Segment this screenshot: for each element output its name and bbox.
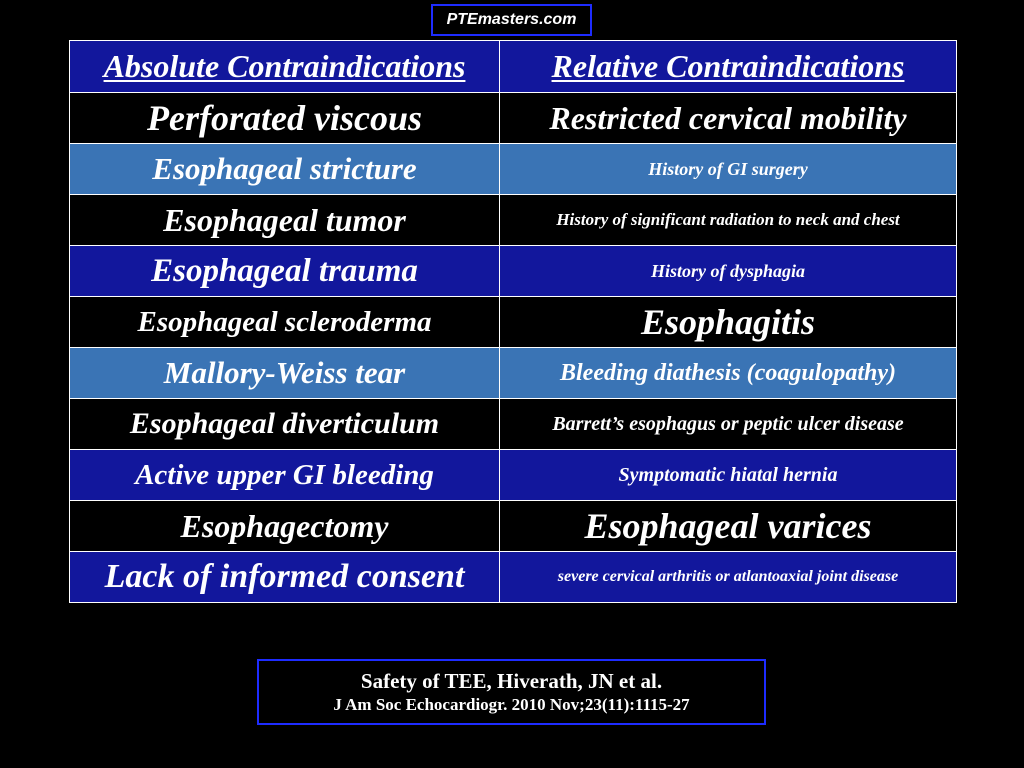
table-row <box>70 501 957 552</box>
absolute-cell: Esophageal tumor <box>70 195 500 246</box>
citation-box <box>257 659 766 725</box>
table-row <box>70 297 957 348</box>
relative-cell: Esophageal varices <box>500 501 957 552</box>
relative-cell: Symptomatic hiatal hernia <box>500 450 957 501</box>
table-row <box>70 144 957 195</box>
absolute-cell: Active upper GI bleeding <box>70 450 500 501</box>
relative-cell: Esophagitis <box>500 297 957 348</box>
relative-cell: History of significant radiation to neck and chest <box>500 195 957 246</box>
header-absolute: Absolute Contraindications <box>70 41 500 93</box>
absolute-cell: Esophagectomy <box>70 501 500 552</box>
relative-cell: Restricted cervical mobility <box>500 93 957 144</box>
table-row <box>70 93 957 144</box>
brand-badge <box>431 4 592 36</box>
absolute-cell: Esophageal scleroderma <box>70 297 500 348</box>
table-row <box>70 399 957 450</box>
absolute-cell: Esophageal stricture <box>70 144 500 195</box>
brand-label: PTEmasters.com <box>446 11 577 28</box>
table-row <box>70 195 957 246</box>
citation-title: Safety of TEE, Hiverath, JN et al. <box>360 669 663 693</box>
contraindications-table <box>69 40 957 603</box>
table-row <box>70 246 957 297</box>
table-row <box>70 450 957 501</box>
absolute-cell: Esophageal diverticulum <box>70 399 500 450</box>
table-header-row <box>70 41 957 93</box>
relative-cell: Barrett’s esophagus or peptic ulcer disease <box>500 399 957 450</box>
absolute-cell: Esophageal trauma <box>70 246 500 297</box>
relative-cell: severe cervical arthritis or atlantoaxial joint disease <box>500 552 957 603</box>
absolute-cell: Mallory-Weiss tear <box>70 348 500 399</box>
table-row <box>70 348 957 399</box>
table-row <box>70 552 957 603</box>
header-relative: Relative Contraindications <box>500 41 957 93</box>
relative-cell: Bleeding diathesis (coagulopathy) <box>500 348 957 399</box>
absolute-cell: Perforated viscous <box>70 93 500 144</box>
citation-reference: J Am Soc Echocardiogr. 2010 Nov;23(11):1115-27 <box>333 695 690 714</box>
relative-cell: History of dysphagia <box>500 246 957 297</box>
relative-cell: History of GI surgery <box>500 144 957 195</box>
absolute-cell: Lack of informed consent <box>70 552 500 603</box>
